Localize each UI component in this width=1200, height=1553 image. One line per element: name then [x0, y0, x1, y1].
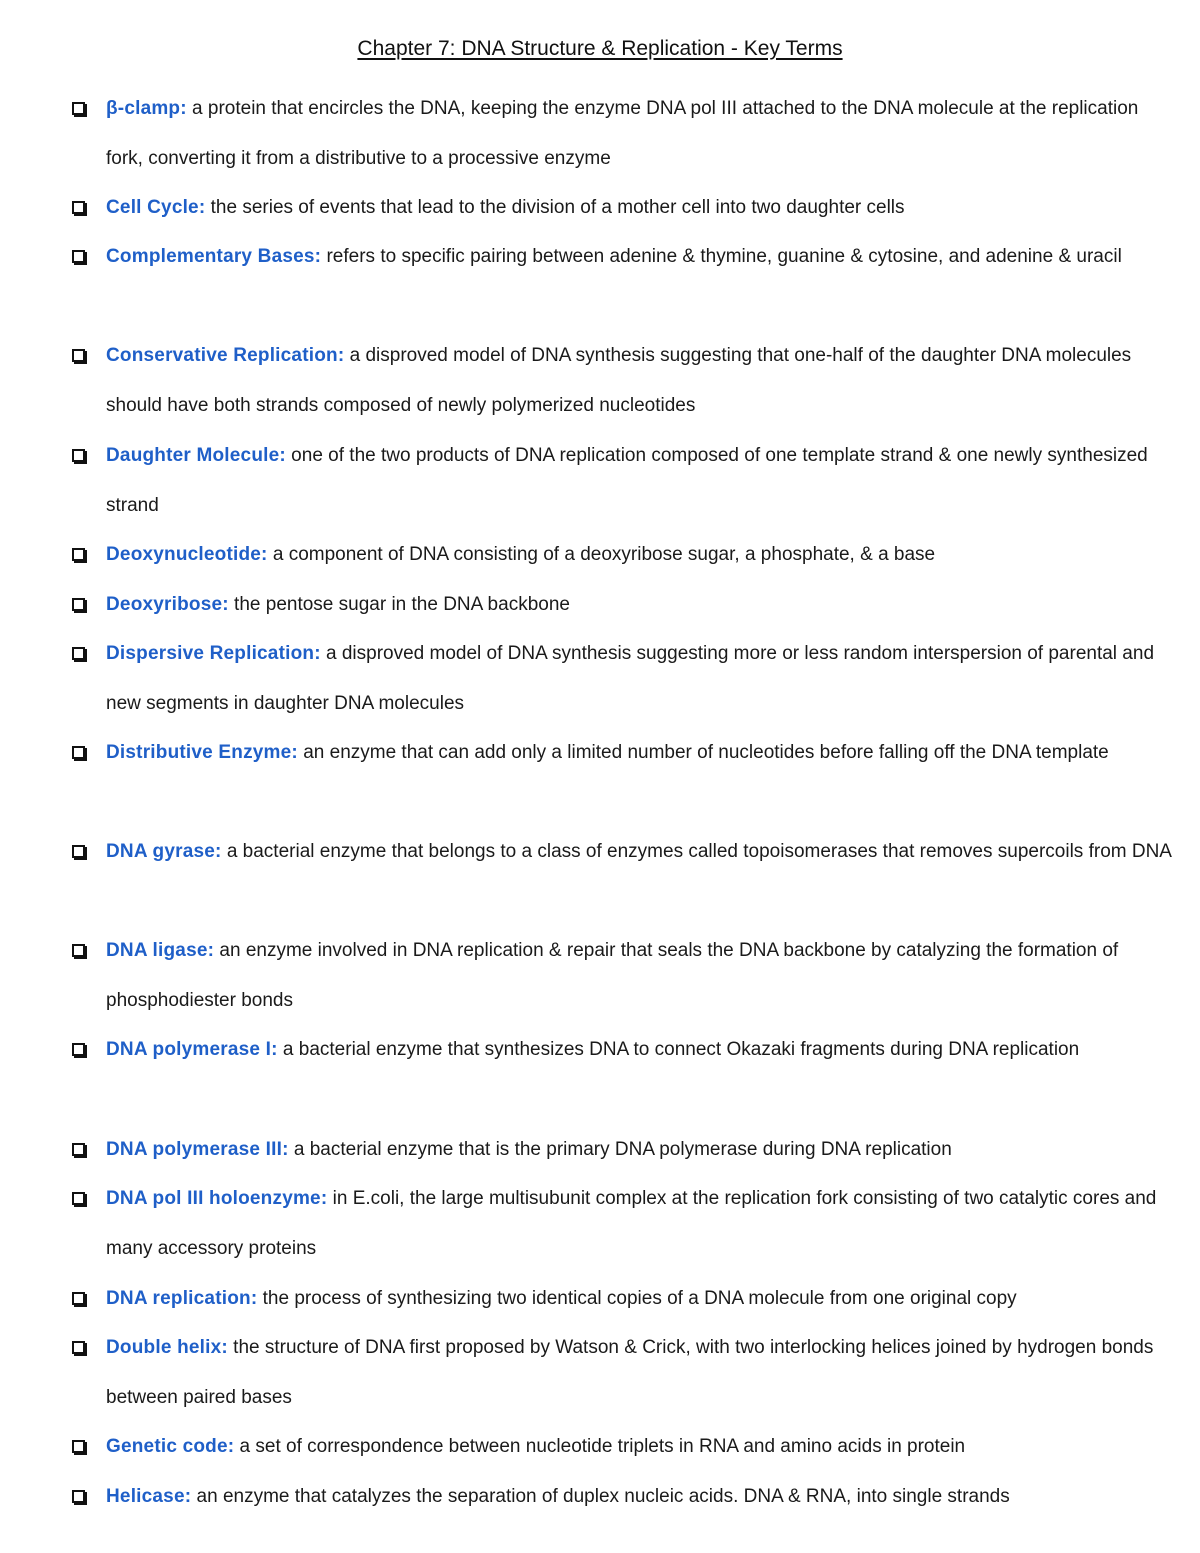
checkbox-icon[interactable] — [72, 746, 85, 759]
checkbox-icon[interactable] — [72, 102, 85, 115]
checkbox-icon[interactable] — [72, 1043, 85, 1056]
term-text — [106, 1472, 1172, 1522]
checkbox-icon[interactable] — [72, 845, 85, 858]
term-text — [106, 926, 1172, 1025]
term-text — [106, 84, 1172, 183]
term-text — [106, 1125, 1172, 1175]
term-name: Deoxyribose: — [106, 594, 229, 615]
term-definition: a bacterial enzyme that synthesizes DNA to connect Okazaki fragments during DNA replication — [277, 1039, 1080, 1060]
term-text — [106, 1274, 1172, 1324]
term-name: Conservative Replication: — [106, 345, 345, 366]
checkbox-icon[interactable] — [72, 250, 85, 263]
term-definition: the process of synthesizing two identical copies of a DNA molecule from one original copy — [257, 1288, 1017, 1309]
term-name: DNA replication: — [106, 1288, 258, 1309]
checkbox-icon[interactable] — [72, 1192, 85, 1205]
term-text — [106, 331, 1172, 430]
term-text — [106, 827, 1172, 877]
term-text — [106, 183, 1172, 233]
term-text — [106, 1174, 1172, 1273]
term-text — [106, 1422, 1172, 1472]
term-definition: in E.coli, the large multisubunit complex at the replication fork consisting of two catalytic cores and many accessory proteins — [106, 1188, 1157, 1259]
checkbox-icon[interactable] — [72, 1341, 85, 1354]
checkbox-icon[interactable] — [72, 1143, 85, 1156]
term-text — [106, 431, 1172, 530]
checkbox-icon[interactable] — [72, 449, 85, 462]
term-text — [106, 580, 1172, 630]
checkbox-icon[interactable] — [72, 1490, 85, 1503]
term-name: DNA pol III holoenzyme: — [106, 1188, 328, 1209]
term-name: β-clamp: — [106, 98, 187, 119]
document-title: Chapter 7: DNA Structure & Replication - Key Terms — [357, 37, 843, 60]
checkbox-icon[interactable] — [72, 349, 85, 362]
checkbox-icon[interactable] — [72, 647, 85, 660]
term-definition: a set of correspondence between nucleotide triplets in RNA and amino acids in protein — [234, 1436, 966, 1457]
term-text — [106, 1323, 1172, 1422]
term-name: Distributive Enzyme: — [106, 742, 298, 763]
term-name: Daughter Molecule: — [106, 445, 286, 466]
term-name: DNA polymerase I: — [106, 1039, 278, 1060]
term-text — [106, 1025, 1172, 1075]
term-text — [106, 728, 1172, 778]
term-name: DNA polymerase III: — [106, 1139, 289, 1160]
term-definition: one of the two products of DNA replication composed of one template strand & one newly synthesized strand — [106, 445, 1148, 516]
term-name: Complementary Bases: — [106, 246, 322, 267]
checkbox-icon[interactable] — [72, 598, 85, 611]
term-definition: a component of DNA consisting of a deoxyribose sugar, a phosphate, & a base — [267, 544, 936, 565]
term-definition: refers to specific pairing between adenine & thymine, guanine & cytosine, and adenine & uracil — [321, 246, 1122, 267]
term-definition: a bacterial enzyme that is the primary DNA polymerase during DNA replication — [288, 1139, 952, 1160]
checkbox-icon[interactable] — [72, 944, 85, 957]
term-definition: an enzyme that can add only a limited number of nucleotides before falling off the DNA template — [297, 742, 1109, 763]
term-text — [106, 232, 1172, 282]
term-definition: the series of events that lead to the division of a mother cell into two daughter cells — [205, 197, 905, 218]
term-text — [106, 530, 1172, 580]
term-definition: a protein that encircles the DNA, keeping the enzyme DNA pol III attached to the DNA molecule at the replication fork, converting it from a distributive to a processive enzyme — [106, 98, 1139, 169]
term-definition: the pentose sugar in the DNA backbone — [228, 594, 570, 615]
term-name: DNA gyrase: — [106, 841, 222, 862]
term-name: Dispersive Replication: — [106, 643, 321, 664]
term-definition: a bacterial enzyme that belongs to a class of enzymes called topoisomerases that removes supercoils from DNA — [221, 841, 1172, 862]
term-name: Double helix: — [106, 1337, 228, 1358]
term-name: Helicase: — [106, 1486, 192, 1507]
checkbox-icon[interactable] — [72, 1292, 85, 1305]
checkbox-icon[interactable] — [72, 548, 85, 561]
term-name: Cell Cycle: — [106, 197, 206, 218]
term-definition: an enzyme involved in DNA replication & repair that seals the DNA backbone by catalyzing the formation of phosphodiester bonds — [106, 940, 1119, 1011]
term-name: DNA ligase: — [106, 940, 215, 961]
checkbox-icon[interactable] — [72, 1440, 85, 1453]
term-name: Deoxynucleotide: — [106, 544, 268, 565]
term-name: Genetic code: — [106, 1436, 235, 1457]
term-definition: a disproved model of DNA synthesis suggesting that one-half of the daughter DNA molecules should have both strands composed of newly polymerized nucleotides — [106, 345, 1132, 416]
term-definition: a disproved model of DNA synthesis suggesting more or less random interspersion of parental and new segments in daughter DNA molecules — [106, 643, 1155, 714]
term-text — [106, 629, 1172, 728]
checkbox-icon[interactable] — [72, 201, 85, 214]
term-definition: the structure of DNA first proposed by Watson & Crick, with two interlocking helices joined by hydrogen bonds between paired bases — [106, 1337, 1154, 1408]
term-definition: an enzyme that catalyzes the separation of duplex nucleic acids. DNA & RNA, into single strands — [191, 1486, 1010, 1507]
